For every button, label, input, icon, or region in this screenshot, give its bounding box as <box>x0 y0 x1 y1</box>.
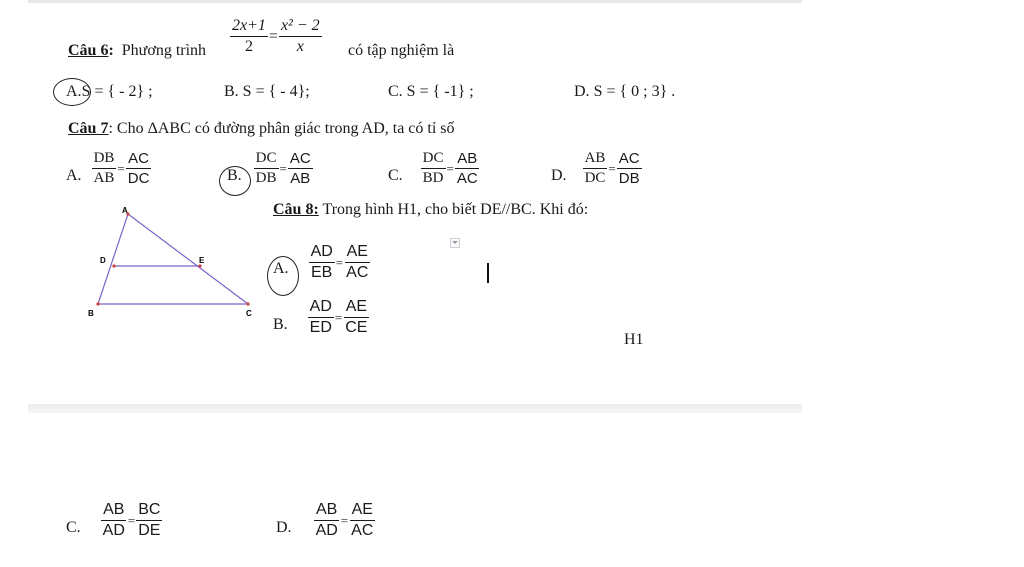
label-b: B <box>88 309 94 318</box>
q7-c-d1: BD <box>422 170 444 186</box>
q7-d-d1: DC <box>584 170 606 186</box>
q6-opt-c <box>388 83 474 101</box>
q7-opt-a-letter: A. <box>66 166 82 184</box>
q7-opt-a: A. $\frac{DB}{AB}$ = $\frac{AC}{DC}$ <box>66 150 150 187</box>
q7-opt-c: C. $\frac{DC}{BD}$ = $\frac{AB}{AC}$ <box>388 150 478 187</box>
chevron-down-icon[interactable] <box>450 238 460 248</box>
q8-b-d1: ED <box>309 319 332 336</box>
q7-d-n1: AB <box>583 151 608 169</box>
q7-text: : Cho ΔABC có đường phân giác trong AD, ta có tỉ số <box>108 120 455 137</box>
q6-rhs-num: x² − 2 <box>279 18 322 37</box>
q6-colon: : <box>108 42 114 59</box>
figure-label-h1: H1 <box>624 331 644 348</box>
q7-c-n1: DC <box>421 151 446 169</box>
q6-opt-c-letter: C. <box>388 83 403 100</box>
q6-rhs-den: x <box>296 38 304 55</box>
side-ac <box>128 214 248 304</box>
q8-line <box>273 201 588 219</box>
q6-equation <box>230 18 322 55</box>
q7-a-d1: AB <box>93 170 115 186</box>
q8-answer-circle <box>267 256 299 296</box>
q8-a-d1: EB <box>311 264 333 281</box>
label-e: E <box>199 256 205 265</box>
q7-c-d2: AC <box>456 170 478 187</box>
point-b <box>96 302 99 305</box>
q8-opt-d: D. $\frac{AB}{AD}$ = $\frac{AE}{AC}$ <box>276 501 374 539</box>
text-cursor <box>487 263 489 283</box>
q7-b-d1: DB <box>255 170 277 186</box>
q7-d-n2: AC <box>618 150 640 167</box>
q6-label: Câu 6 <box>68 42 109 59</box>
q8-c-n2: BC <box>136 502 162 521</box>
q6-lhs-den: 2 <box>244 38 253 55</box>
q7-d-d2: DB <box>618 170 640 187</box>
label-d: D <box>100 256 106 265</box>
q8-label: Câu 8: <box>273 201 319 218</box>
q6-opt-a-letter: A. <box>66 83 82 100</box>
point-c <box>246 302 249 305</box>
label-c: C <box>246 309 252 318</box>
q8-opt-a: A. $\frac{AD}{EB}$ = $\frac{AE}{AC}$ <box>273 243 369 281</box>
q7-b-n2: AC <box>289 150 311 167</box>
q7-opt-d: D. $\frac{AB}{DC}$ = $\frac{AC}{DB}$ <box>551 150 640 187</box>
label-a: A <box>122 206 128 215</box>
q8-a-d2: AC <box>346 264 369 281</box>
triangle-figure <box>84 202 264 324</box>
q6-text: Phương trình <box>121 42 207 59</box>
q8-c-d2: DE <box>138 522 161 539</box>
q7-b-d2: AB <box>290 170 311 187</box>
q8-opt-d-letter: D. <box>276 518 292 536</box>
q6-eq-sign: = <box>268 27 278 45</box>
q7-line <box>68 120 455 138</box>
q8-text: Trong hình H1, cho biết DE//BC. Khi đó: <box>322 201 589 218</box>
q7-answer-circle <box>219 166 251 196</box>
q8-d-n2: AE <box>350 502 375 521</box>
q6-opt-b-letter: B. <box>224 83 239 100</box>
q7-a-d2: DC <box>127 170 150 187</box>
q6-opt-d-letter: D. <box>574 83 590 100</box>
q7-a-n1: DB <box>92 151 117 169</box>
page-separator <box>28 404 802 413</box>
q8-d-d2: AC <box>351 522 374 539</box>
q8-opt-b: B. $\frac{AD}{ED}$ = $\frac{AE}{CE}$ <box>273 298 368 336</box>
q6-opt-a-text: S = { - 2} ; <box>81 83 153 100</box>
point-d <box>112 264 115 267</box>
q6-tail: có tập nghiệm là <box>348 42 455 59</box>
q8-b-n1: AD <box>308 299 334 318</box>
q8-opt-a-letter: A. <box>273 259 289 277</box>
q6-lhs-num: 2x+1 <box>230 18 268 37</box>
q7-c-n2: AB <box>457 150 478 167</box>
q6-opt-d-text: S = { 0 ; 3} . <box>593 83 676 100</box>
q8-a-n2: AE <box>345 244 370 263</box>
q8-b-d2: CE <box>345 319 368 336</box>
q8-d-d1: AD <box>315 522 338 539</box>
q7-opt-b-letter: B. <box>227 166 242 184</box>
q6-opt-b-text: S = { - 4}; <box>242 83 310 100</box>
q6-opt-b <box>224 83 310 101</box>
q7-opt-c-letter: C. <box>388 166 403 184</box>
q8-d-n1: AB <box>314 502 339 521</box>
q8-opt-b-letter: B. <box>273 315 288 333</box>
q6-answer-circle <box>53 78 91 106</box>
q6-opt-d <box>574 83 675 101</box>
q6-opt-c-text: S = { -1} ; <box>406 83 474 100</box>
q8-c-n1: AB <box>101 502 126 521</box>
q7-a-n2: AC <box>128 150 149 167</box>
q6-label-wrap <box>68 42 206 60</box>
q7-label: Câu 7 <box>68 120 109 137</box>
q8-opt-c: C. $\frac{AB}{AD}$ = $\frac{BC}{DE}$ <box>66 501 161 539</box>
q7-opt-b: B. $\frac{DC}{DB}$ = $\frac{AC}{AB}$ <box>227 150 311 187</box>
q8-a-n1: AD <box>309 244 335 263</box>
q8-b-n2: AE <box>344 299 369 318</box>
q8-c-d1: AD <box>102 522 125 539</box>
q8-opt-c-letter: C. <box>66 518 81 536</box>
q7-b-n1: DC <box>254 151 279 169</box>
q7-opt-d-letter: D. <box>551 166 567 184</box>
